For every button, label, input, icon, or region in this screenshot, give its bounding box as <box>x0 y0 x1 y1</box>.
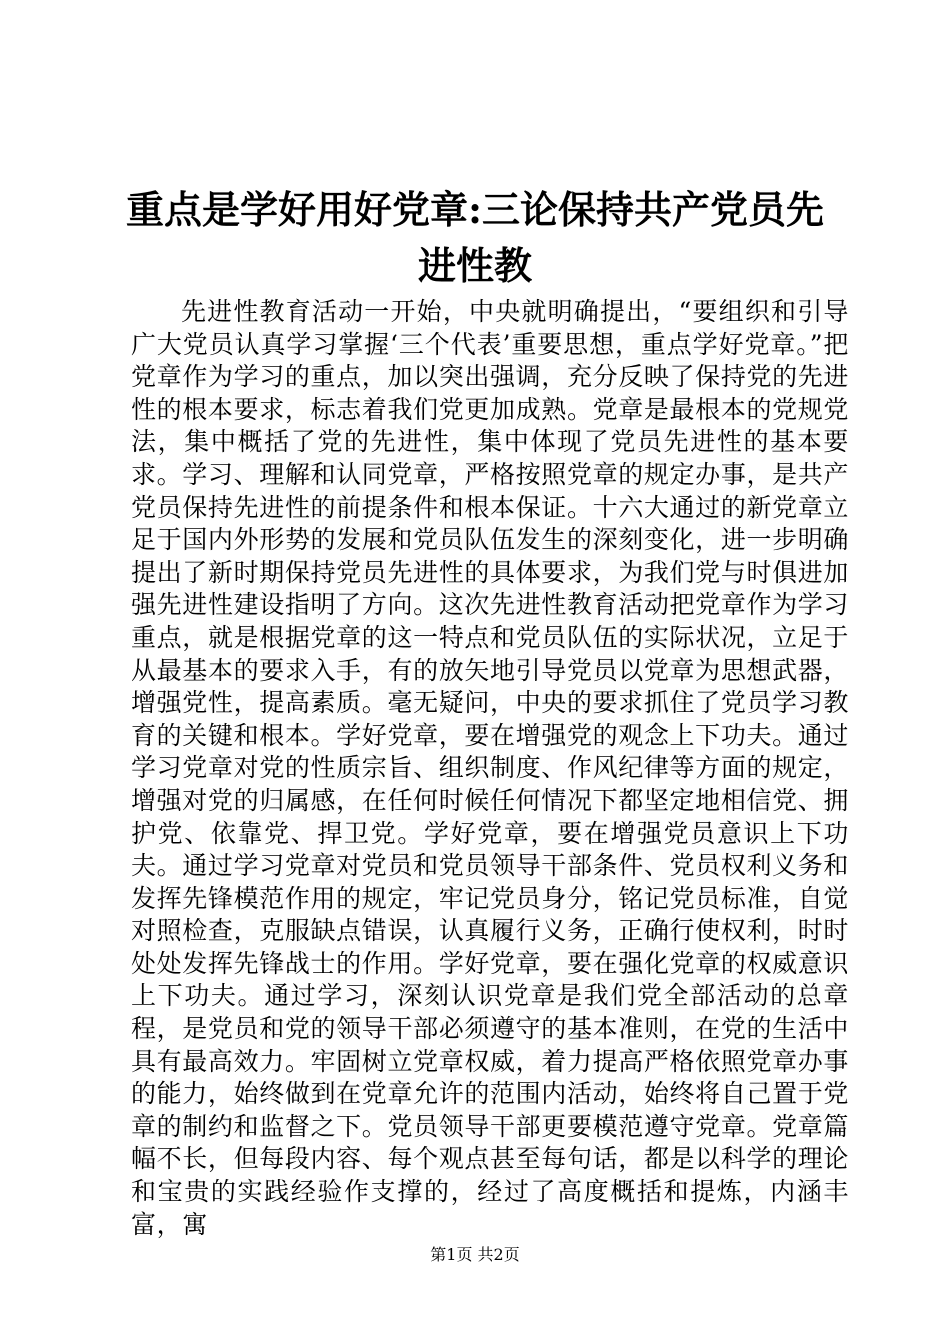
document-title: 重点是学好用好党章:三论保持共产党员先进性教 <box>125 187 825 288</box>
page-footer: 第1页 共2页 <box>430 1245 520 1264</box>
body-paragraph: 先进性教育活动一开始，中央就明确提出，“要组织和引导广大党员认真学习掌握‘三个代表’重要思想，重点学好党章。”把党章作为学习的重点，加以突出强调，充分反映了保持党的先进性的根本要求，标志着我们党更加成熟。党章是最根本的党规党法，集中概括了党的先进性，集中体现了党员先进性的基本要求。学习、理解和认同党章，严格按照党章的规定办事，是共产党员保持先进性的前提条件和根本保证。十六大通过的新党章立足于国内外形势的发展和党员队伍发生的深刻变化，进一步明确提出了新时期保持党员先进性的具体要求，为我们党与时俱进加强先进性建设指明了方向。这次先进性教育活动把党章作为学习重点，就是根据党章的这一特点和党员队伍的实际状况，立足于从最基本的要求入手，有的放矢地引导党员以党章为思想武器，增强党性，提高素质。毫无疑问，中央的要求抓住了党员学习教育的关键和根本。学好党章，要在增强党的观念上下功夫。通过学习党章对党的性质宗旨、组织制度、作风纪律等方面的规定，增强对党的归属感，在任何时候任何情况下都坚定地相信党、拥护党、依靠党、捍卫党。学好党章，要在增强党员意识上下功夫。通过学习党章对党员和党员领导干部条件、党员权利义务和发挥先锋模范作用的规定，牢记党员身分，铭记党员标准，自觉对照检查，克服缺点错误，认真履行义务，正确行使权利，时时处处发挥先锋战士的作用。学好党章，要在强化党章的权威意识上下功夫。通过学习，深刻认识党章是我们党全部活动的总章程，是党员和党的领导干部必须遵守的基本准则，在党的生活中具有最高效力。牢固树立党章权威，着力提高严格依照党章办事的能力，始终做到在党章允许的范围内活动，始终将自己置于党章的制约和监督之下。党员领导干部更要模范遵守党章。党章篇幅不长，但每段内容、每个观点甚至每句话，都是以科学的理论和宝贵的实践经验作支撑的，经过了高度概括和提炼，内涵丰富，寓 <box>131 297 849 1239</box>
